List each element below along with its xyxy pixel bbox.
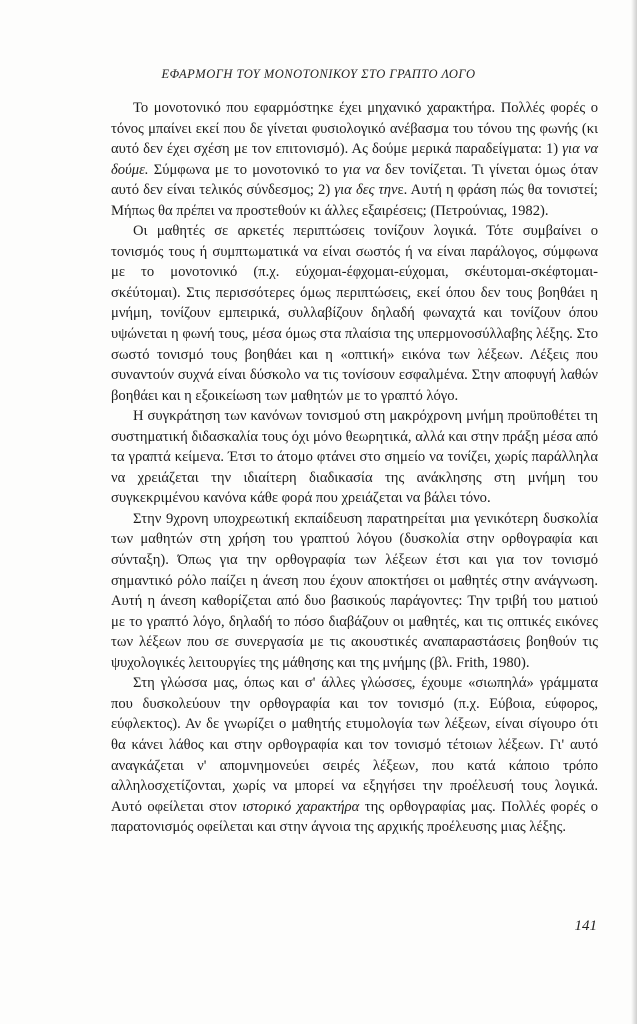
italic-term: ιστορικό χαρακτήρα — [242, 798, 360, 815]
body-text — [111, 98, 598, 838]
running-head: ΕΦΑΡΜΟΓΗ ΤΟΥ ΜΟΝΟΤΟΝΙΚΟΥ ΣΤΟ ΓΡΑΠΤΟ ΛΟΓΟ — [161, 67, 476, 81]
paragraph-2: Οι μαθητές σε αρκετές περιπτώσεις τονίζουν λογικά. Τότε συμβαίνει ο τονισμός τους ή συμπτωματικά να είναι σωστός ή να είναι παράλογος, σύμφωνα με το μονοτονικό (π.χ. εύχομαι-έφχομαι-εύχομαι, σκέυτομαι-σκέφτομαι-σκέύτομαι). Στις περισσότερες όμως περιπτώσεις, εκεί όπου δεν τους βοηθάει η μνήμη, τονίζουν εμπειρικά, συλλαβίζουν δηλαδή φωναχτά και τονίζουν όπου υψώνεται η φωνή τους, μέσα όμως στα πλαίσια της υπερμονοσύλλαβης λέξης. Στο σωστό τονισμό τους βοηθάει και η «οπτική» εικόνα των λέξεων. Λέξεις που συναντούν συχνά είναι δύσκολο να τις τονίσουν εσφαλμένα. Στην αποφυγή λαθών βοηθάει και η εξοικείωση των μαθητών με το γραπτό λόγο. — [111, 223, 598, 404]
page-number: 141 — [574, 918, 597, 934]
paragraph-3: Η συγκράτηση των κανόνων τονισμού στη μακρόχρονη μνήμη προϋποθέτει τη συστηματική διδασκαλία τους όχι μόνο θεωρητικά, αλλά και στην πράξη μέσα από τα γραπτά κείμενα. Έτσι το άτομο φτάνει στο σημείο να τονίζει, χωρίς παράλληλα να χρειάζεται την ιδιαίτερη διαδικασία της ανάκλησης στη μνήμη του συγκεκριμένου κανόνα κάθε φορά που χρειάζεται να βάλει τόνο. — [111, 408, 598, 507]
paragraph-5: Στη γλώσσα μας, όπως και σ' άλλες γλώσσες, έχουμε «σιωπηλά» γράμματα που δυσκολεύουν την ορθογραφία και τον τονισμό (π.χ. Εύβοια, εύφορος, εύφλεκτος). Αν δε γνωρίζει ο μαθητής ετυμολογία των λέξεων, είναι σίγουρο ότι θα κάνει λάθος και στην ορθογραφία και τον τονισμό τέτοιων λέξεων. Γι' αυτό αναγκάζεται ν' απομνημονεύει σειρές λέξεων, που κατά κάποιο τρόπο αλληλοσχετίζονται, χωρίς να μπορεί να εξηγήσει την προέλευσή τους λογικά. Αυτό οφείλεται στον ιστορικό χαρακτήρα της ορθογραφίας μας. Πολλές φορές ο παρατονισμός οφείλεται και στην άγνοια της αρχικής προέλευσης μιας λέξης. — [111, 675, 598, 836]
italic-example: για να δούμε. — [111, 141, 598, 178]
paragraph-1: Το μονοτονικό που εφαρμόστηκε έχει μηχανικό χαρακτήρα. Πολλές φορές ο τόνος μπαίνει εκεί που δε γίνεται φυσιολογικό ανέβασμα του τόνου της φωνής (κι αυτό δεν έχει σχέση με τον επιτονισμό). Ας δούμε μερικά παραδείγματα: 1) για να δούμε. Σύμφωνα με το μονοτονικό το για να δεν τονίζεται. Τι γίνεται όμως όταν αυτό δεν είναι τελικός σύνδεσμος; 2) για δες τηνε. Αυτή η φράση πώς θα τονιστεί; Μήπως θα πρέπει να προστεθούν κι άλλες εξαιρέσεις; (Πετρούνιας, 1982). — [111, 100, 599, 219]
paragraph-4: Στην 9χρονη υποχρεωτική εκπαίδευση παρατηρείται μια γενικότερη δυσκολία των μαθητών στη χρήση του γραπτού λόγου (δυσκολία στην ορθογραφία και σύνταξη). Όπως για την ορθογραφία των λέξεων έτσι και για τον τονισμό σημαντικό ρόλο παίζει η άνεση που έχουν αποκτήσει οι μαθητές στην ανάγνωση. Αυτή η άνεση καθορίζεται από δυο βασικούς παράγοντες: Την τριβή του ματιού με το γραπτό λόγο, δηλαδή το πόσο διαβάζουν οι μαθητές, και τις οπτικές εικόνες των λέξεων που σε συνεργασία με τις ακουστικές αναπαραστάσεις βοηθούν τις ψυχολογικές λειτουργίες της μάθησης και της μνήμης (βλ. Frith, 1980). — [111, 510, 598, 671]
italic-example: για δες την — [334, 182, 398, 199]
italic-example: για να — [342, 161, 380, 178]
page-edge-shadow — [631, 0, 637, 1024]
